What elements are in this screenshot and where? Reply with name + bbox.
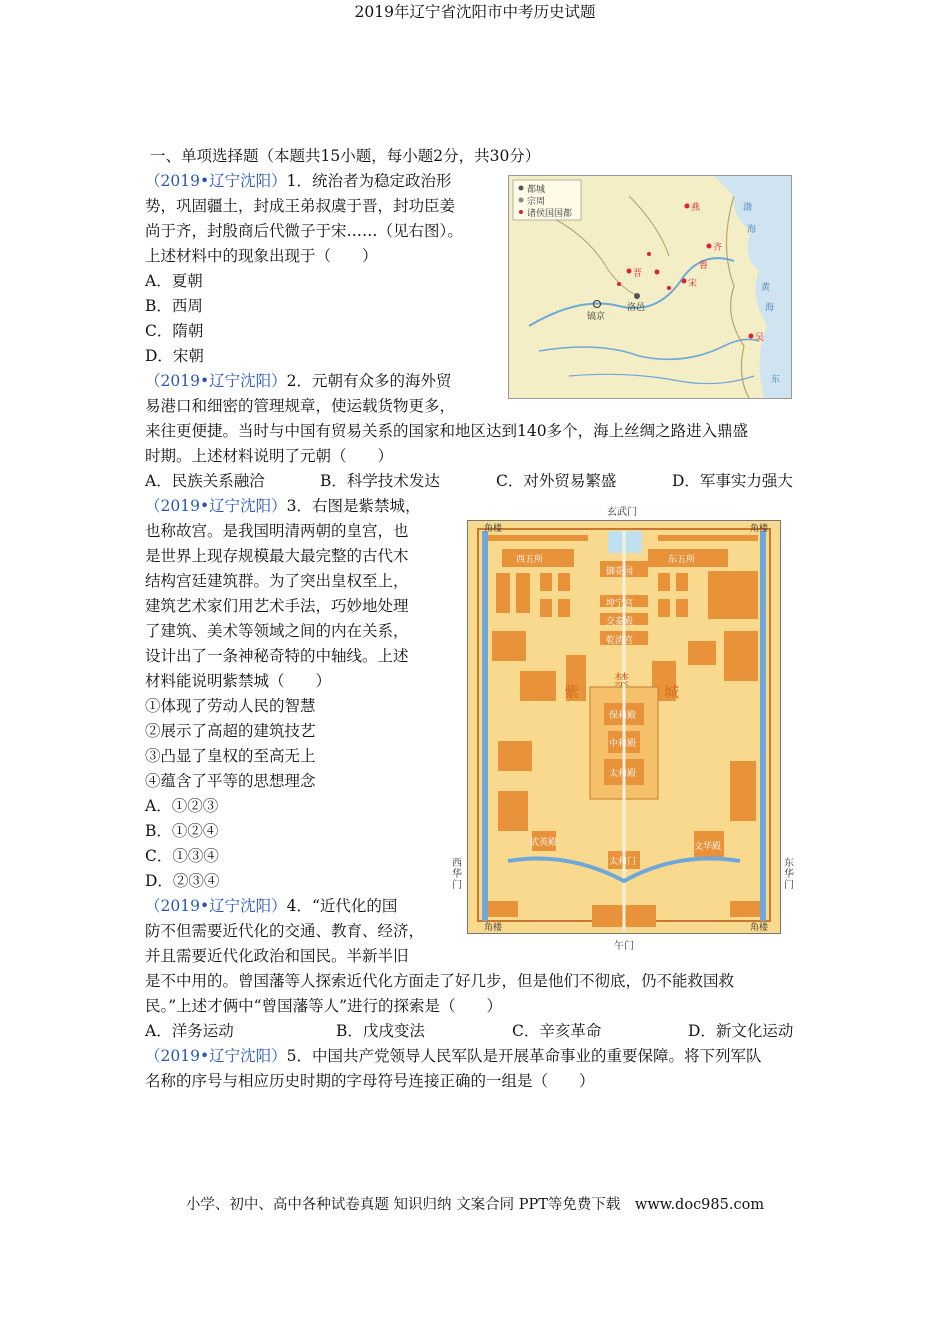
q3-item-2: ②展示了高超的建筑技艺 <box>145 722 316 740</box>
q1-option-a: A．夏朝 <box>145 272 203 290</box>
palace-label-dong5: 东五所 <box>668 555 696 565</box>
map-label-song: 宋 <box>688 279 698 289</box>
page-title: 2019年辽宁省沈阳市中考历史试题 <box>354 3 596 21</box>
q3-option-a: A．①②③ <box>145 797 219 815</box>
palace-corner-tower-sw: 角楼 <box>484 923 503 933</box>
q3-option-b: B．①②④ <box>145 822 219 840</box>
map-label-bo: 渤 <box>743 203 753 213</box>
palace-label-wuying: 武英殿 <box>530 838 558 848</box>
map-label-qi: 齐 <box>713 243 723 253</box>
q2-option-b: B．科学技术发达 <box>320 472 440 490</box>
q5-line-1: （2019•辽宁沈阳）5．中国共产党领导人民军队是开展革命事业的重要保障。将下列军队 <box>145 1047 762 1065</box>
q1-option-d: D．宋朝 <box>145 347 204 365</box>
palace-label-taihemen: 太和门 <box>609 857 637 867</box>
q5-line-2: 名称的序号与相应历史时期的字母符号连接正确的一组是（ ） <box>145 1072 595 1090</box>
q2-option-a: A．民族关系融洽 <box>145 472 265 490</box>
forbidden-city-plan <box>467 520 781 934</box>
q2-line-3: 来往更便捷。当时与中国有贸易关系的国家和地区达到140多个，海上丝绸之路进入鼎盛 <box>145 422 749 440</box>
q4-line-3: 并且需要近代化政治和国民。半新半旧 <box>145 947 409 965</box>
q2-line-4: 时期。上述材料说明了元朝（ ） <box>145 447 394 465</box>
palace-gate-north: 玄武门 <box>607 507 637 518</box>
map-legend-capital: 都城 <box>527 185 546 195</box>
q4-option-a: A．洋务运动 <box>145 1022 234 1040</box>
q2-line-2: 易港口和细密的管理规章，使运载货物更多， <box>145 397 456 415</box>
q3-line-3: 是世界上现存规模最大最完整的古代木 <box>145 547 409 565</box>
palace-drawing <box>468 521 780 933</box>
western-zhou-map <box>508 175 792 399</box>
map-label-lu: 鲁 <box>699 261 709 271</box>
palace-label-baohe: 保和殿 <box>609 711 637 721</box>
map-legend-vassal: 诸侯国国都 <box>527 209 573 219</box>
q4-line-1: （2019•辽宁沈阳）4．“近代化的国 <box>145 897 398 915</box>
q4-option-c: C．辛亥革命 <box>512 1022 602 1040</box>
q4-line-4: 是不中用的。曾国藩等人探索近代化方面走了好几步，但是他们不彻底，仍不能救国救 <box>145 972 735 990</box>
q3-item-1: ①体现了劳动人民的智慧 <box>145 697 316 715</box>
q3-line-1: （2019•辽宁沈阳）3．右图是紫禁城， <box>145 497 421 515</box>
map-label-yan: 燕 <box>691 203 701 213</box>
map-label-dong: 东 <box>771 375 781 385</box>
q3-line-8: 材料能说明紫禁城（ ） <box>145 672 332 690</box>
q4-line-5: 民。”上述才俩中“曾国藩等人”进行的探索是（ ） <box>145 997 503 1015</box>
q1-line-4: 上述材料中的现象出现于（ ） <box>145 247 378 265</box>
section-heading: 一、单项选择题（本题共15小题，每小题2分，共30分） <box>150 147 541 165</box>
map-label-hai: 海 <box>747 225 757 235</box>
map-label-hai-2: 海 <box>765 303 775 313</box>
q4-line-2: 防不但需要近代化的交通、教育、经济， <box>145 922 425 940</box>
palace-label-wenhua: 文华殿 <box>694 842 722 852</box>
palace-label-zi: 紫 <box>564 683 580 701</box>
palace-label-xi5: 西五所 <box>516 555 544 565</box>
map-legend-zongzhou: 宗周 <box>527 197 546 207</box>
palace-corner-tower-ne: 角楼 <box>750 524 769 534</box>
q3-item-3: ③凸显了皇权的至高无上 <box>145 747 316 765</box>
palace-label-zhonghe: 中和殿 <box>609 739 637 749</box>
palace-corner-tower-se: 角楼 <box>750 923 769 933</box>
q3-line-4: 结构宫廷建筑群。为了突出皇权至上， <box>145 572 409 590</box>
q1-line-1: （2019•辽宁沈阳）1．统治者为稳定政治形 <box>145 172 452 190</box>
q4-option-d: D．新文化运动 <box>688 1022 794 1040</box>
map-label-haojing: 镐京 <box>587 312 606 322</box>
map-label-wu: 吴 <box>755 333 765 343</box>
palace-corner-tower-nw: 角楼 <box>484 524 503 534</box>
q3-line-2: 也称故宫。是我国明清两朝的皇宫，也 <box>145 522 409 540</box>
q2-option-c: C．对外贸易繁盛 <box>496 472 617 490</box>
map-label-luoyi: 洛邑 <box>627 303 646 313</box>
palace-label-qianqing: 乾清宫 <box>606 636 634 646</box>
q1-option-c: C．隋朝 <box>145 322 204 340</box>
palace-label-yuhuayuan: 御花园 <box>606 567 634 577</box>
q4-option-b: B．戊戌变法 <box>336 1022 425 1040</box>
palace-label-taihe: 太和殿 <box>609 769 637 779</box>
map-label-jin: 晋 <box>633 269 643 279</box>
palace-gate-south: 午门 <box>614 941 634 952</box>
q1-option-b: B．西周 <box>145 297 203 315</box>
q3-line-5: 建筑艺术家们用艺术手法，巧妙地处理 <box>145 597 409 615</box>
palace-label-kunning: 坤宁宫 <box>606 599 634 609</box>
map-label-huang: 黄 <box>761 283 771 293</box>
q3-option-c: C．①③④ <box>145 847 219 865</box>
palace-label-jin: 禁 <box>614 671 630 689</box>
palace-label-cheng: 城 <box>664 683 680 701</box>
q1-line-3: 尚于齐，封殷商后代微子于宋……（见右图）。 <box>145 222 463 240</box>
q2-line-1: （2019•辽宁沈阳）2．元朝有众多的海外贸 <box>145 372 452 390</box>
palace-label-jiaotai: 交泰殿 <box>606 617 634 627</box>
q3-option-d: D．②③④ <box>145 872 220 890</box>
q1-line-2: 势，巩固疆土，封成王弟叔虞于晋，封功臣姜 <box>145 197 456 215</box>
q2-option-d: D．军事实力强大 <box>672 472 793 490</box>
q3-item-4: ④蕴含了平等的思想理念 <box>145 772 316 790</box>
q3-line-7: 设计出了一条神秘奇特的中轴线。上述 <box>145 647 409 665</box>
palace-gate-west: 西华门 <box>452 858 462 891</box>
q3-line-6: 了建筑、美术等领域之间的内在关系， <box>145 622 409 640</box>
page-footer: 小学、初中、高中各种试卷真题 知识归纳 文案合同 PPT等免费下载 www.doc985.com <box>185 1197 765 1213</box>
palace-gate-east: 东华门 <box>784 858 794 891</box>
